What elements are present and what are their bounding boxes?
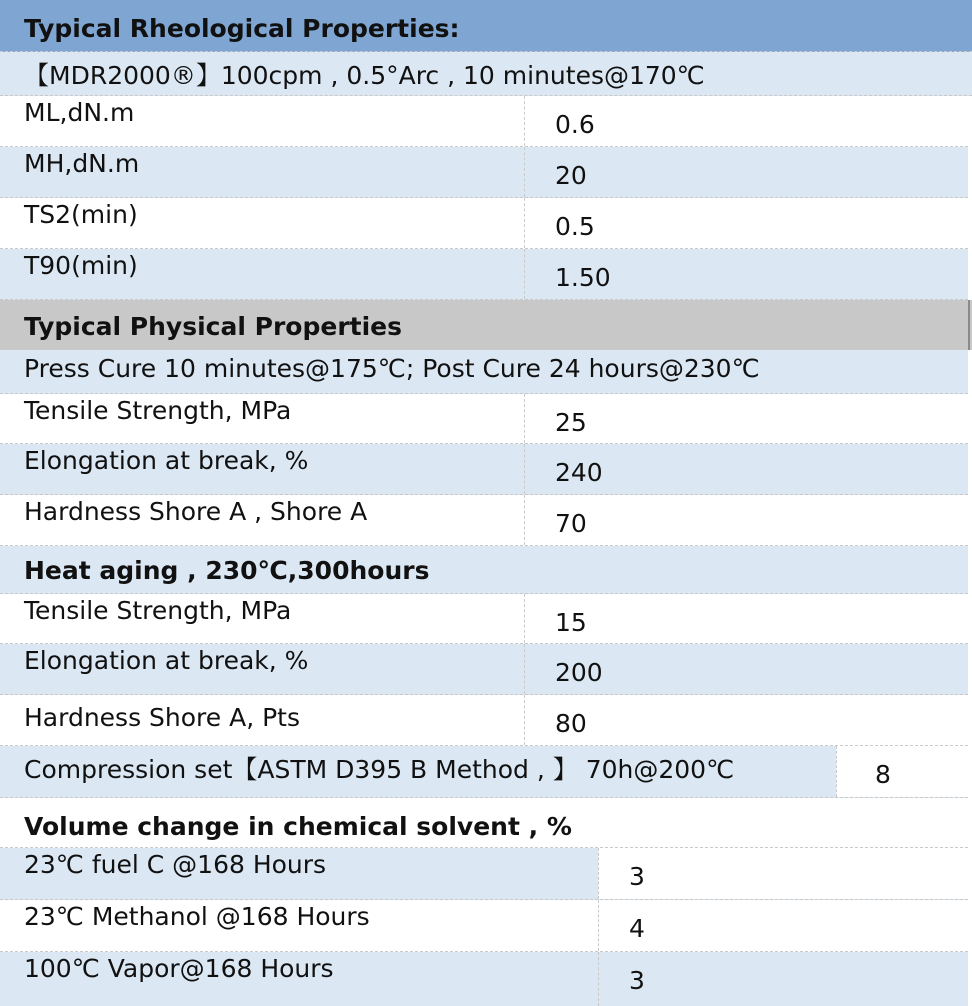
section-title: Typical Rheological Properties: [24, 14, 460, 43]
table-row [0, 848, 968, 900]
property-value: 3 [598, 952, 968, 1006]
table-row [0, 594, 968, 644]
rheological-conditions-row [0, 52, 972, 96]
property-label: Tensile Strength, MPa [24, 396, 292, 425]
volume-change-header [0, 798, 968, 848]
heat-aging-header [0, 546, 968, 594]
section-title: Heat aging , 230℃,300hours [24, 556, 430, 585]
property-label: Tensile Strength, MPa [24, 596, 292, 625]
property-label: T90(min) [24, 251, 138, 280]
table-row [0, 249, 968, 300]
property-label: Compression set【ASTM D395 B Method , 】 70h@200℃ [24, 755, 735, 784]
property-label: 100℃ Vapor@168 Hours [24, 954, 334, 983]
property-value: 15 [524, 594, 968, 643]
table-row [0, 198, 968, 249]
table-row [0, 644, 968, 695]
property-label: ML,dN.m [24, 98, 135, 127]
table-row [0, 444, 968, 495]
table-row [0, 96, 968, 147]
property-label: 23℃ fuel C @168 Hours [24, 850, 327, 879]
property-label: MH,dN.m [24, 149, 140, 178]
table-row [0, 952, 968, 1006]
property-value: 0.6 [524, 96, 968, 146]
property-value: 4 [598, 900, 968, 951]
property-label: Elongation at break, % [24, 446, 309, 475]
section-title: Typical Physical Properties [24, 312, 403, 341]
physical-conditions-row [0, 350, 968, 394]
property-value: 8 [836, 746, 968, 797]
table-row [0, 147, 968, 198]
property-value: 0.5 [524, 198, 968, 248]
table-row [0, 495, 968, 546]
compression-set-row [0, 746, 968, 798]
property-label: 23℃ Methanol @168 Hours [24, 902, 370, 931]
physical-header [0, 300, 972, 350]
table-row [0, 695, 968, 746]
test-conditions: Press Cure 10 minutes@175℃; Post Cure 24 hours@230℃ [24, 354, 760, 383]
property-label: TS2(min) [24, 200, 138, 229]
property-value: 70 [524, 495, 968, 545]
property-value: 25 [524, 394, 968, 443]
property-label: Hardness Shore A , Shore A [24, 497, 368, 526]
table-row [0, 394, 968, 444]
property-value: 20 [524, 147, 968, 197]
section-title: Volume change in chemical solvent , % [24, 812, 572, 841]
table-row [0, 900, 968, 952]
rheological-header [0, 0, 972, 52]
property-value: 1.50 [524, 249, 968, 299]
property-label: Elongation at break, % [24, 646, 309, 675]
property-value: 240 [524, 444, 968, 494]
property-label: Hardness Shore A, Pts [24, 703, 301, 732]
divider [968, 300, 970, 350]
property-value: 80 [524, 695, 968, 745]
property-value: 200 [524, 644, 968, 694]
test-conditions: 【MDR2000®】100cpm , 0.5°Arc , 10 minutes@170℃ [24, 61, 705, 90]
property-value: 3 [598, 848, 968, 899]
